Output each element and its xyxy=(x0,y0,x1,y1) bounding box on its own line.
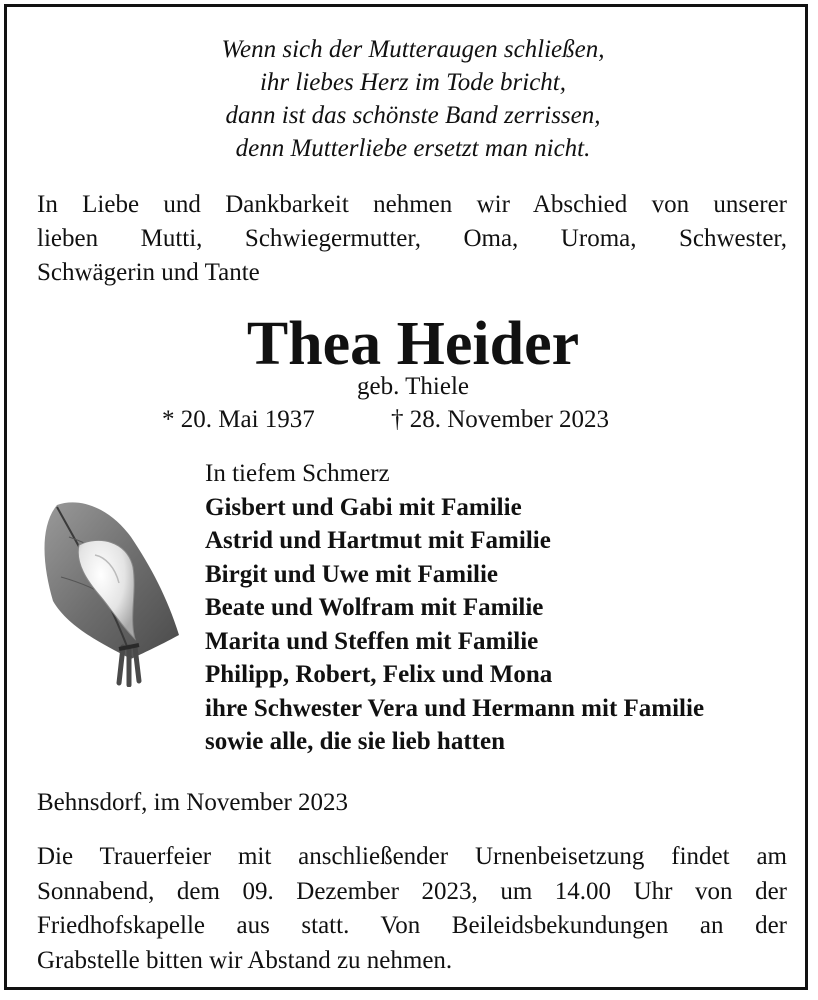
place-date: Behnsdorf, im November 2023 xyxy=(37,789,349,816)
intro-line: lieben Mutti, Schwiegermutter, Oma, Uroma, Schwester, xyxy=(37,225,787,252)
intro-line: In Liebe und Dankbarkeit nehmen wir Abschied von unserer xyxy=(37,191,787,218)
calla-lily-leaf-icon xyxy=(39,497,184,687)
intro-text xyxy=(37,188,787,290)
mourners-lead: In tiefem Schmerz xyxy=(205,460,390,487)
mourner-entry: Beate und Wolfram mit Familie xyxy=(205,594,544,621)
intro-line: Schwägerin und Tante xyxy=(37,259,260,286)
birth-date: * 20. Mai 1937 xyxy=(162,406,315,433)
service-notice xyxy=(37,840,787,978)
service-line: Grabstelle bitten wir Abstand zu nehmen. xyxy=(37,946,453,974)
poem-line: ihr liebes Herz im Tode bricht, xyxy=(259,69,567,96)
service-line: Die Trauerfeier mit anschließender Urnenbeisetzung findet am xyxy=(37,843,787,870)
mourner-entry: sowie alle, die sie lieb hatten xyxy=(205,728,505,755)
mourner-entry: Birgit und Uwe mit Familie xyxy=(205,560,499,588)
poem-line: Wenn sich der Mutteraugen schließen, xyxy=(221,36,605,63)
mourners-list xyxy=(205,457,704,759)
poem-line: denn Mutterliebe ersetzt man nicht. xyxy=(235,135,591,162)
service-line: Friedhofskapelle aus statt. Von Beileidsbekundungen an der xyxy=(37,912,787,939)
mourner-entry: Marita und Steffen mit Familie xyxy=(205,627,539,655)
mourner-entry: ihre Schwester Vera und Hermann mit Familie xyxy=(205,694,705,722)
mourner-entry: Philipp, Robert, Felix und Mona xyxy=(205,661,553,688)
mourner-entry: Gisbert und Gabi mit Familie xyxy=(205,493,522,521)
mourner-entry: Astrid und Hartmut mit Familie xyxy=(205,527,551,554)
poem xyxy=(7,33,818,165)
service-line: Sonnabend, dem 09. Dezember 2023, um 14.00 Uhr von der xyxy=(37,877,787,905)
maiden-name: geb. Thiele xyxy=(357,373,469,400)
poem-line: dann ist das schönste Band zerrissen, xyxy=(225,102,601,129)
obituary-frame xyxy=(4,4,808,990)
deceased-name: Thea Heider xyxy=(246,310,580,378)
death-date: † 28. November 2023 xyxy=(391,406,610,433)
